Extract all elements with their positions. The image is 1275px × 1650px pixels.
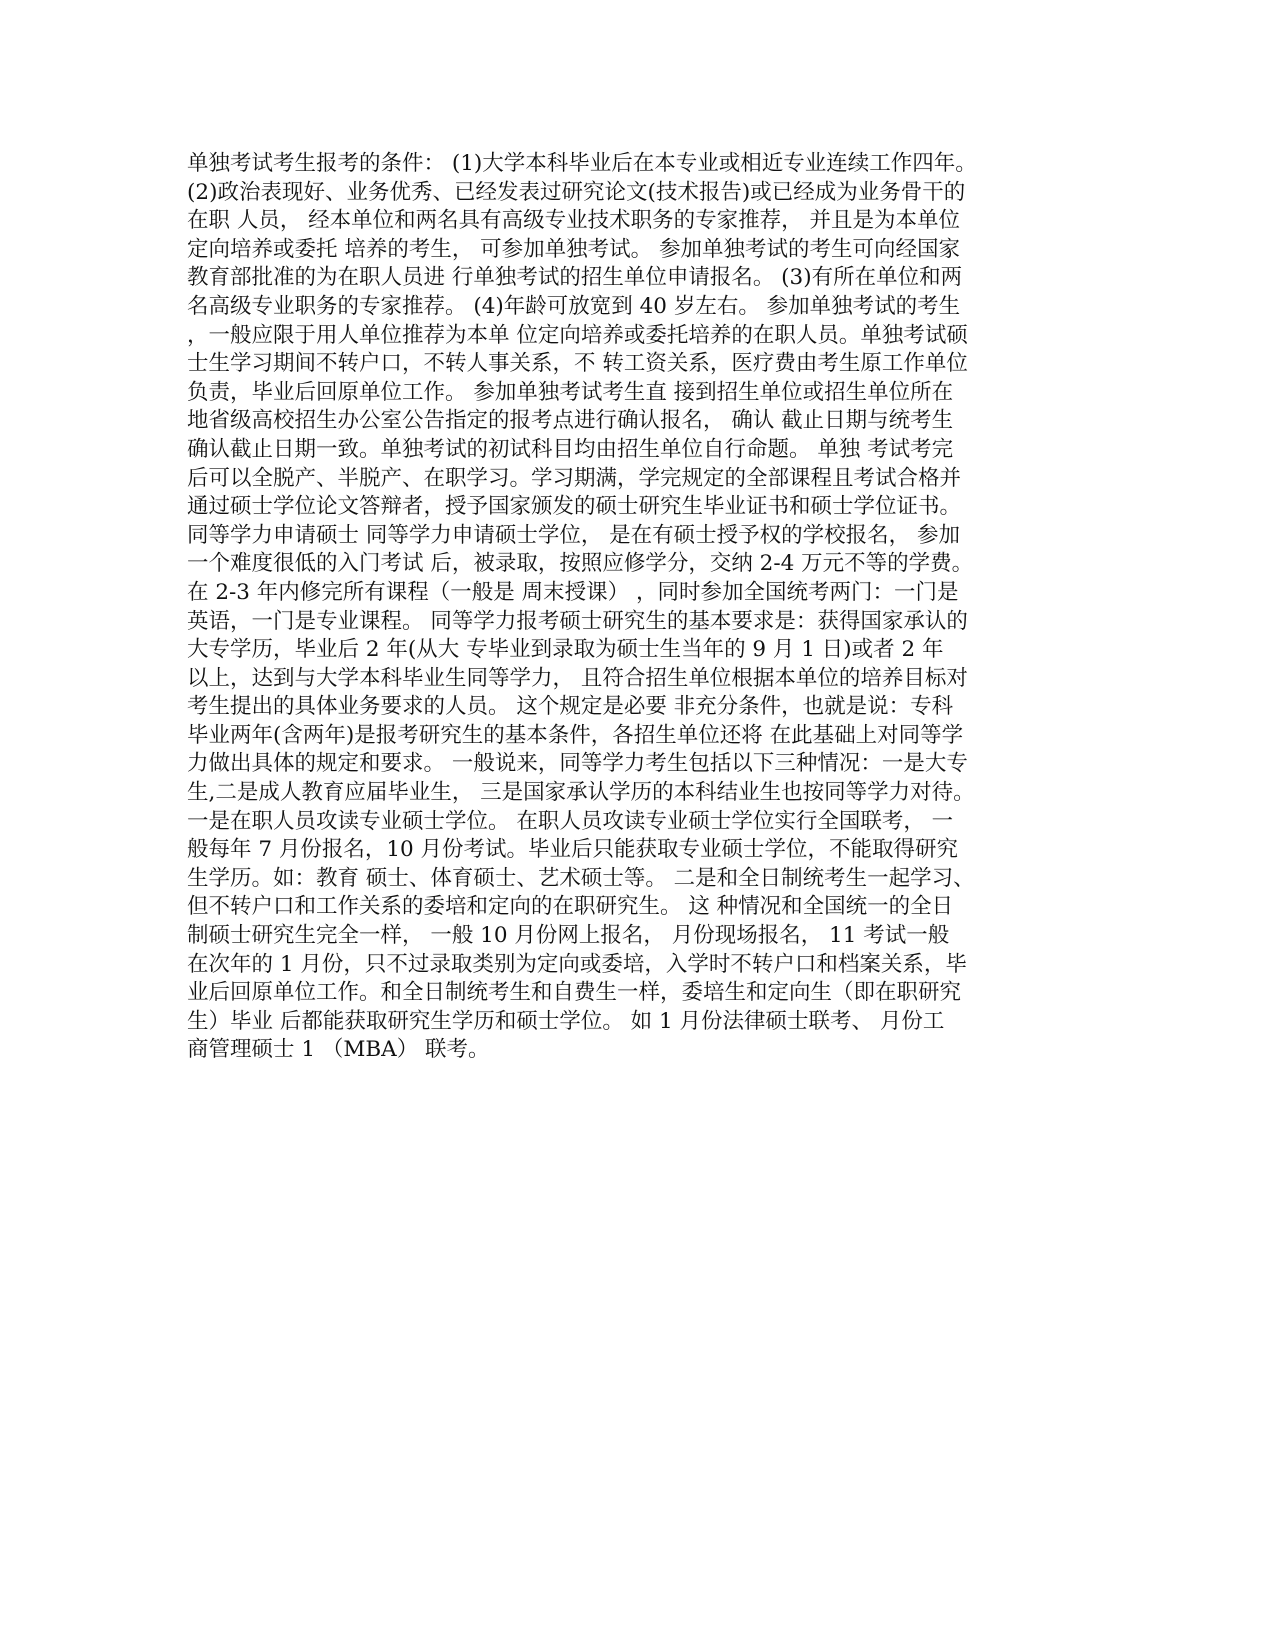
- text-line: 大专学历，毕业后 2 年(从大 专毕业到录取为硕士生当年的 9 月 1 日)或者 2 年: [187, 637, 944, 663]
- text-line: 英语，一门是专业课程。 同等学力报考硕士研究生的基本要求是：获得国家承认的: [187, 608, 968, 634]
- text-line: 教育部批准的为在职人员进 行单独考试的招生单位申请报名。 (3)有所在单位和两: [187, 265, 963, 291]
- text-line: 通过硕士学位论文答辩者，授予国家颁发的硕士研究生毕业证书和硕士学位证书。: [187, 494, 962, 520]
- text-line: 制硕士研究生完全一样， 一般 10 月份网上报名， 月份现场报名， 11 考试一般: [187, 923, 950, 949]
- text-line: 生,二是成人教育应届毕业生， 三是国家承认学历的本科结业生也按同等学力对待。: [187, 780, 975, 806]
- text-line: (2)政治表现好、业务优秀、已经发表过研究论文(技术报告)或已经成为业务骨干的: [187, 179, 966, 205]
- text-line: 商管理硕士 1 （MBA） 联考。: [187, 1037, 490, 1063]
- text-line: ，一般应限于用人单位推荐为本单 位定向培养或委托培养的在职人员。单独考试硕: [187, 322, 968, 348]
- text-line: 但不转户口和工作关系的委培和定向的在职研究生。 这 种情况和全国统一的全日: [187, 894, 954, 920]
- text-line: 同等学力申请硕士 同等学力申请硕士学位， 是在有硕士授予权的学校报名， 参加: [187, 522, 961, 548]
- text-line: 业后回原单位工作。和全日制统考生和自费生一样，委培生和定向生（即在职研究: [187, 980, 962, 1006]
- text-line: 在 2-3 年内修完所有课程（一般是 周末授课） ，同时参加全国统考两门：一门是: [187, 579, 959, 605]
- text-line: 毕业两年(含两年)是报考研究生的基本条件，各招生单位还将 在此基础上对同等学: [187, 722, 964, 748]
- text-line: 考生提出的具体业务要求的人员。 这个规定是必要 非充分条件，也就是说：专科: [187, 694, 954, 720]
- text-line: 地省级高校招生办公室公告指定的报考点进行确认报名， 确认 截止日期与统考生: [187, 408, 954, 434]
- text-line: 在职 人员， 经本单位和两名具有高级专业技术职务的专家推荐， 并且是为本单位: [187, 208, 961, 234]
- text-line: 士生学习期间不转户口，不转人事关系，不 转工资关系，医疗费由考生原工作单位: [187, 351, 968, 377]
- text-line: 一个难度很低的入门考试 后，被录取，按照应修学分，交纳 2-4 万元不等的学费。: [187, 551, 974, 577]
- text-line: 定向培养或委托 培养的考生， 可参加单独考试。 参加单独考试的考生可向经国家: [187, 236, 961, 262]
- text-line: 在次年的 1 月份，只不过录取类别为定向或委培，入学时不转户口和档案关系，毕: [187, 951, 967, 977]
- text-line: 生学历。如：教育 硕士、体育硕士、艺术硕士等。 二是和全日制统考生一起学习、: [187, 865, 975, 891]
- text-line: 单独考试考生报考的条件： (1)大学本科毕业后在本专业或相近专业连续工作四年。: [187, 151, 977, 176]
- text-line: 以上，达到与大学本科毕业生同等学力， 且符合招生单位根据本单位的培养目标对: [187, 665, 968, 691]
- body-text: [187, 150, 1107, 1065]
- text-line: 力做出具体的规定和要求。 一般说来，同等学力考生包括以下三种情况：一是大专: [187, 751, 968, 777]
- text-line: 确认截止日期一致。单独考试的初试科目均由招生单位自行命题。 单独 考试考完: [187, 436, 954, 462]
- text-line: 生）毕业 后都能获取研究生学历和硕士学位。 如 1 月份法律硕士联考、 月份工: [187, 1008, 945, 1034]
- text-line: 名高级专业职务的专家推荐。 (4)年龄可放宽到 40 岁左右。 参加单独考试的考生: [187, 293, 961, 319]
- text-line: 一是在职人员攻读专业硕士学位。 在职人员攻读专业硕士学位实行全国联考， 一: [187, 808, 954, 834]
- text-line: 般每年 7 月份报名，10 月份考试。毕业后只能获取专业硕士学位，不能取得研究: [187, 837, 959, 863]
- text-line: 后可以全脱产、半脱产、在职学习。学习期满，学完规定的全部课程且考试合格并: [187, 465, 962, 491]
- text-line: 负责，毕业后回原单位工作。 参加单独考试考生直 接到招生单位或招生单位所在: [187, 379, 954, 405]
